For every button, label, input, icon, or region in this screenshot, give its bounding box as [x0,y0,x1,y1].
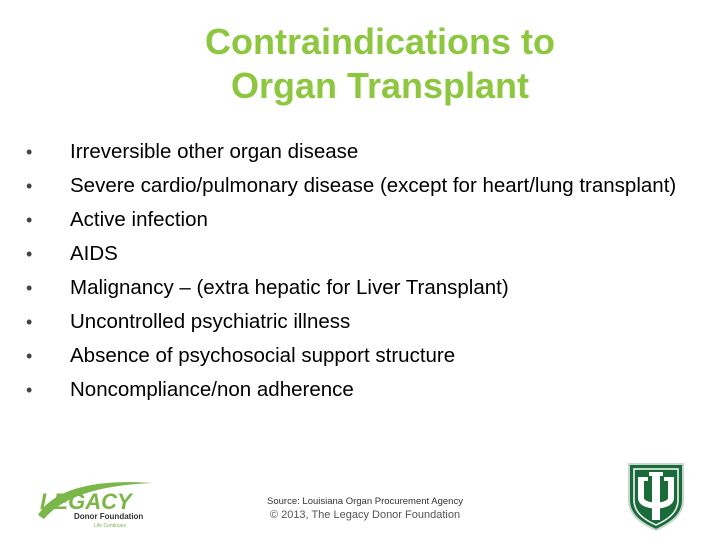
bullet-text: Absence of psychosocial support structure [70,344,456,367]
bullet-text: Malignancy – (extra hepatic for Liver Transplant) [70,276,509,299]
bullet-text: Severe cardio/pulmonary disease (except for heart/lung transplant) [70,174,677,197]
bullet-text: Active infection [70,208,208,231]
bullet-item [22,137,682,167]
bullet-item [22,375,682,405]
bullet-icon: • [26,244,33,264]
bullet-item [22,307,682,337]
slide-title [60,20,700,108]
bullet-icon: • [26,142,33,162]
bullet-icon: • [26,278,33,298]
bullet-item [22,205,682,235]
bullet-text: Noncompliance/non adherence [70,378,354,401]
bullet-text: AIDS [70,242,118,265]
slide-title-line-2: Organ Transplant [230,65,530,106]
bullet-icon: • [26,312,33,332]
bullet-icon: • [26,380,33,400]
tulane-shield-icon [625,460,687,532]
bullet-text: Irreversible other organ disease [70,140,359,163]
copyright-text: © 2013, The Legacy Donor Foundation [269,509,461,521]
slide-title-line-1: Contraindications to [205,21,555,62]
bullet-item [22,341,682,371]
legacy-donor-foundation-logo [34,475,174,529]
bullet-icon: • [26,176,33,196]
bullet-text: Uncontrolled psychiatric illness [70,310,351,333]
bullet-item [22,171,682,201]
bullet-list [22,137,682,409]
logo-sub-text: Donor Foundation [74,512,144,521]
logo-tag-text: Life Continues [94,523,126,529]
bullet-icon: • [26,210,33,230]
logo-name-text: LEGACY [40,489,132,514]
bullet-icon: • [26,346,33,366]
bullet-item [22,273,682,303]
source-text: Source: Louisiana Organ Procurement Agency [267,496,463,507]
source-footer [240,496,490,522]
bullet-item [22,239,682,269]
